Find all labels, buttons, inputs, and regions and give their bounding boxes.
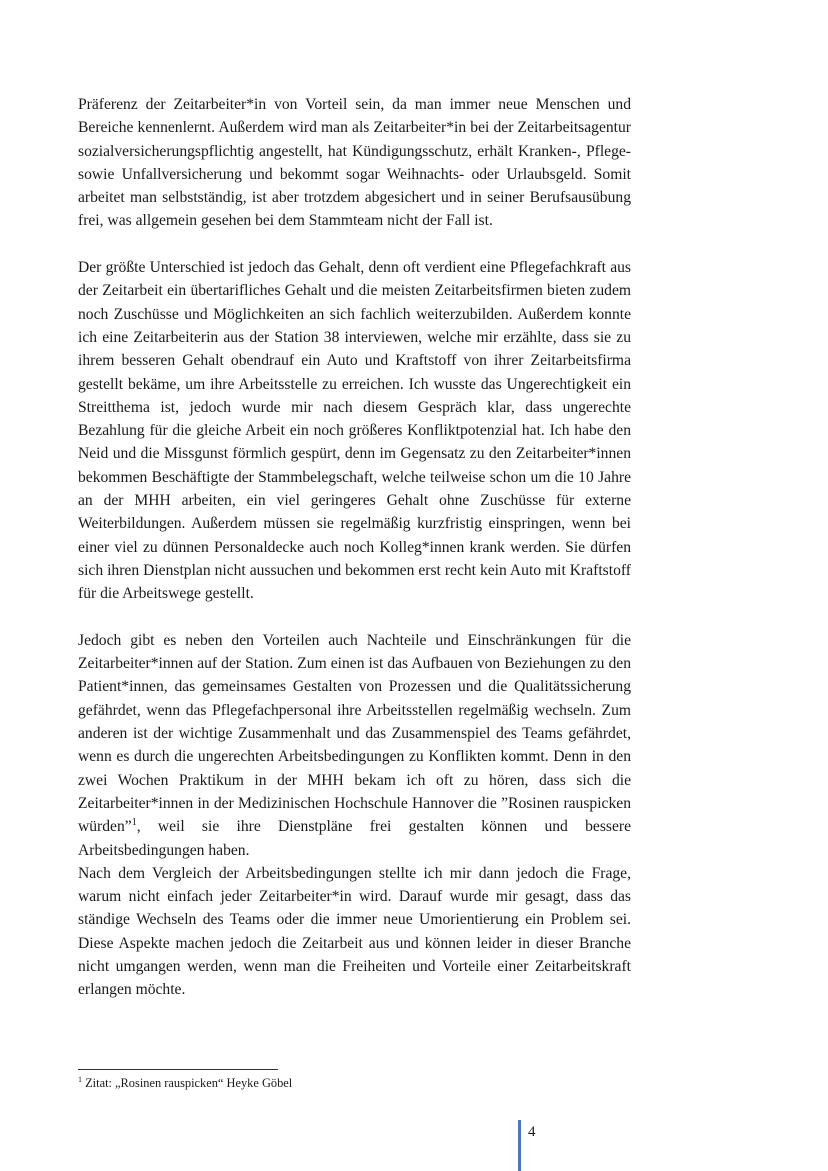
footnote [78, 1075, 292, 1091]
paragraph-3 [78, 629, 631, 862]
footnote-text: Zitat: „Rosinen rauspicken“ Heyke Göbel [85, 1076, 293, 1090]
page-number: 4 [528, 1124, 536, 1140]
page-number-bar [518, 1120, 521, 1171]
paragraph-3-text-after-note: , weil sie ihre Dienstpläne frei gestalten können und bessere Arbeitsbedingungen haben. [78, 818, 631, 859]
paragraph-2: Der größte Unterschied ist jedoch das Gehalt, denn oft verdient eine Pflegefachkraft aus der Zeitarbeit ein übertarifliches Gehalt und die meisten Zeitarbeitsfirmen bieten zudem noch Zuschüsse und Möglichkeiten an sich fachlich weiterzubilden. Außerdem konnte ich eine Zeitarbeiterin aus der Station 38 interviewen, welche mir erzählte, dass sie zu ihrem besseren Gehalt obendrauf ein Auto und Kraftstoff von ihrer Zeitarbeitsfirma gestellt bekäme, um ihre Arbeitsstelle zu erreichen. Ich wusste das Ungerechtigkeit ein Streitthema ist, jedoch wurde mir nach diesem Gespräch klar, dass ungerechte Bezahlung für die gleiche Arbeit ein noch größeres Konfliktpotenzial hat. Ich habe den Neid und die Missgunst förmlich gespürt, denn im Gegensatz zu den Zeitarbeiter*innen bekommen Beschäftigte der Stammbelegschaft, welche teilweise schon um die 10 Jahre an der MHH arbeiten, ein viel geringeres Gehalt ohne Zuschüsse für externe Weiterbildungen. Außerdem müssen sie regelmäßig kurzfristig einspringen, wenn bei einer viel zu dünnen Personaldecke auch noch Kolleg*innen krank werden. Sie dürfen sich ihren Dienstplan nicht aussuchen und bekommen erst recht kein Auto mit Kraftstoff für die Arbeitswege gestellt. [78, 259, 631, 603]
page-body [78, 93, 631, 1002]
paragraph-gap [78, 606, 631, 629]
footnote-reference: 1 [131, 817, 137, 829]
paragraph-1: Präferenz der Zeitarbeiter*in von Vorteil sein, da man immer neue Menschen und Bereiche kennenlernt. Außerdem wird man als Zeitarbeiter*in bei der Zeitarbeitsagentur sozialversicherungspflichtig angestellt, hat Kündigungsschutz, erhält Kranken-, Pflege- sowie Unfallversicherung und bekommt sogar Weihnachts- oder Urlaubsgeld. Somit arbeitet man selbstständig, ist aber trotzdem abgesichert und in seiner Berufsausübung frei, was allgemein gesehen bei dem Stammteam nicht der Fall ist. [78, 96, 631, 230]
paragraph-gap [78, 233, 631, 256]
footnote-marker: 1 [78, 1074, 82, 1084]
footnote-separator [78, 1069, 278, 1070]
paragraph-4: Nach dem Vergleich der Arbeitsbedingungen stellte ich mir dann jedoch die Frage, warum nicht einfach jeder Zeitarbeiter*in wird. Darauf wurde mir gesagt, dass das ständige Wechseln des Teams oder die immer neue Umorientierung ein Problem sei. Diese Aspekte machen jedoch die Zeitarbeit aus und können leider in dieser Branche nicht umgangen werden, wenn man die Freiheiten und Vorteile einer Zeitarbeitskraft erlangen möchte. [78, 864, 631, 999]
paragraph-3-text-before-note: Jedoch gibt es neben den Vorteilen auch Nachteile und Einschränkungen für die Zeitarbeiter*innen auf der Station. Zum einen ist das Aufbauen von Beziehungen zu den Patient*innen, das gemeinsames Gestalten von Prozessen und die Qualitätssicherung gefährdet, wenn das Pflegefachpersonal ihre Arbeitsstellen regelmäßig wechseln. Zum anderen ist der wichtige Zusammenhalt und das Zusammenspiel des Teams gefährdet, wenn es durch die ungerechten Arbeitsbedingungen zu Konflikten kommt. Denn in den zwei Wochen Praktikum in der MHH bekam ich oft zu hören, dass sich die Zeitarbeiter*innen in der Medizinischen Hochschule Hannover die ”Rosinen rauspicken würden” [78, 631, 631, 836]
